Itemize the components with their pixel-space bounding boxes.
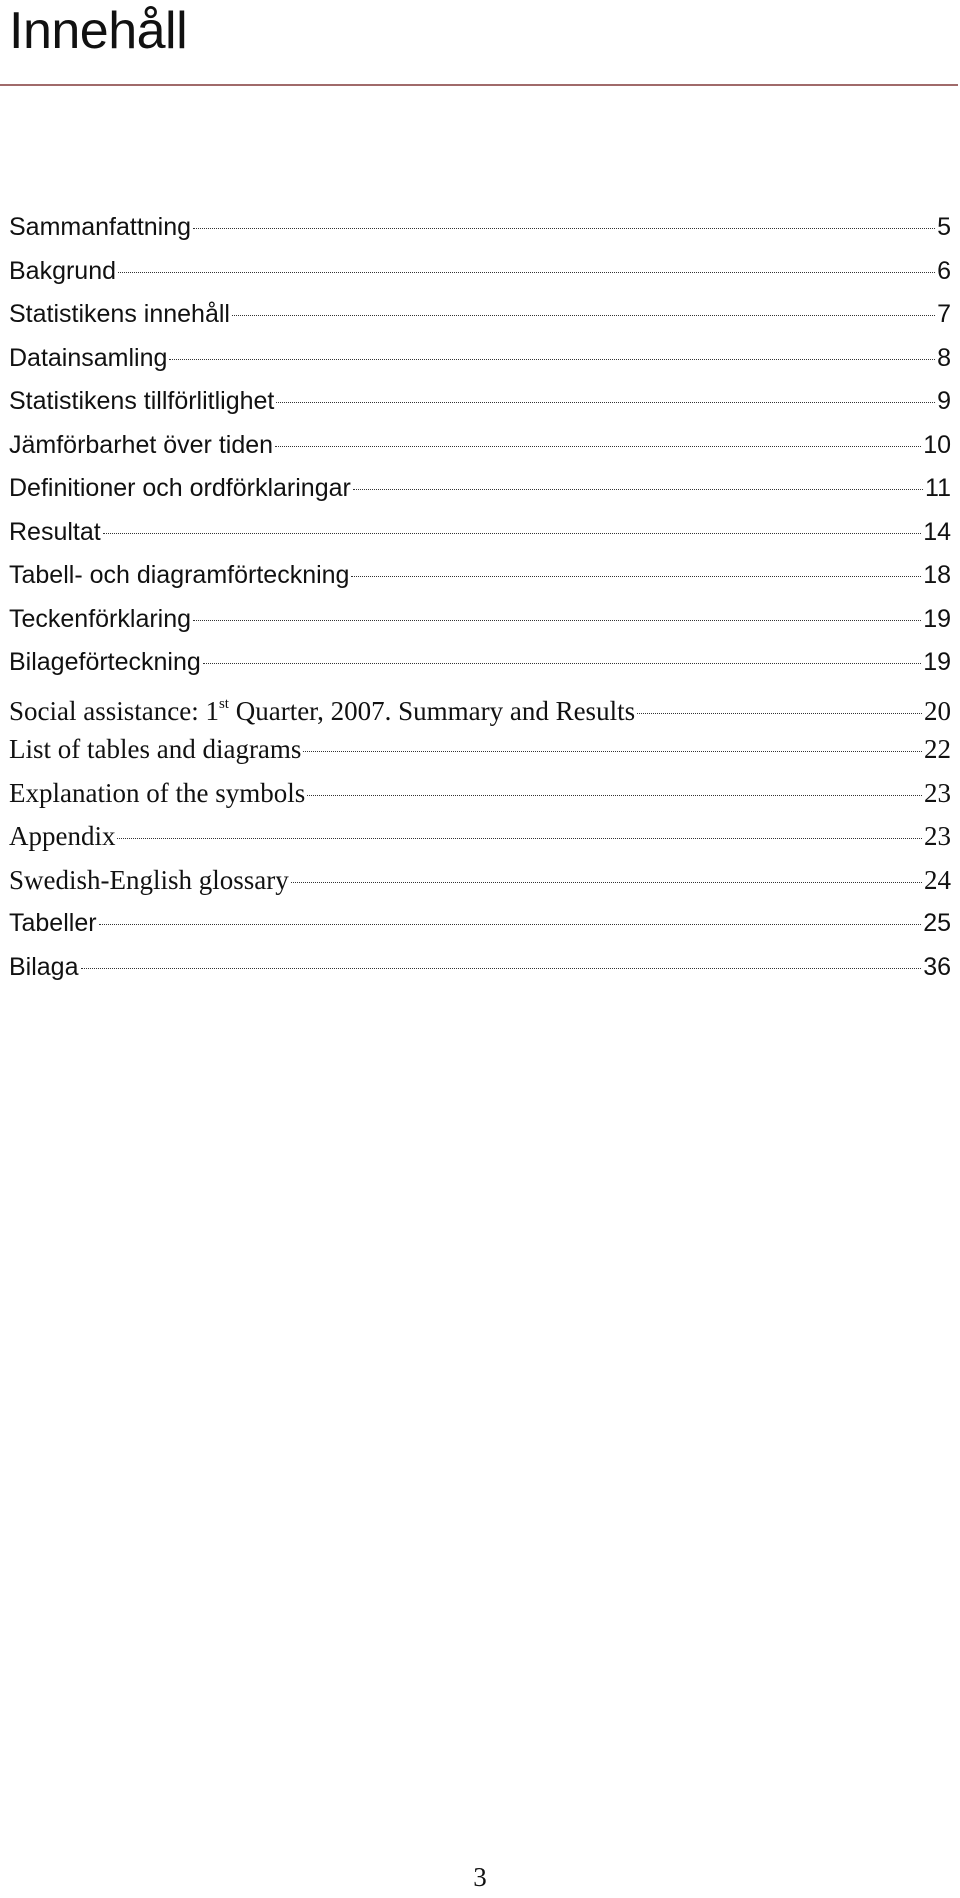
toc-entry-title: Datainsamling <box>9 343 168 372</box>
toc-entry-page: 18 <box>923 561 951 589</box>
toc-entry[interactable] <box>9 554 951 598</box>
toc-entry-page: 24 <box>924 864 951 895</box>
dot-leader <box>351 576 921 577</box>
toc-entry-title: Tabeller <box>9 909 97 937</box>
dot-leader <box>276 402 935 403</box>
dot-leader <box>103 533 921 534</box>
heading-divider <box>0 84 958 86</box>
toc-entry[interactable] <box>9 685 951 729</box>
toc-entry-title: Teckenförklaring <box>9 604 192 633</box>
toc-entry[interactable] <box>9 293 951 337</box>
page-number: 3 <box>473 1862 487 1892</box>
toc-entry-title: Bilageförteckning <box>9 648 201 676</box>
toc-entry-page: 22 <box>924 734 951 764</box>
toc-entry[interactable] <box>9 902 951 946</box>
toc-entry-title: Jämförbarhet över tiden <box>9 430 274 459</box>
toc-entry[interactable] <box>9 467 951 511</box>
toc-entry-title: Appendix <box>9 821 116 851</box>
toc-entry-title: List of tables and diagrams <box>9 734 302 764</box>
toc-entry-title: Definitioner och ordförklaringar <box>9 474 351 502</box>
toc-entry-page: 36 <box>923 952 951 981</box>
dot-leader <box>203 663 921 664</box>
toc-entry-page: 8 <box>937 343 951 372</box>
toc-entry-title: Resultat <box>9 517 101 546</box>
toc-entry-page: 14 <box>923 517 951 546</box>
dot-leader <box>193 228 935 229</box>
dot-leader <box>303 751 922 752</box>
toc-entry-page: 20 <box>924 695 951 726</box>
dot-leader <box>118 272 935 273</box>
toc-entry-title: Sammanfattning <box>9 213 192 241</box>
toc-entry[interactable] <box>9 728 951 772</box>
dot-leader <box>99 924 922 925</box>
dot-leader <box>275 446 921 447</box>
toc-entry[interactable] <box>9 424 951 468</box>
toc-entry[interactable] <box>9 337 951 381</box>
dot-leader <box>232 315 935 316</box>
ordinal-superscript: st <box>218 695 229 712</box>
page-title: Innehåll <box>9 2 188 60</box>
toc-entry-page: 19 <box>923 604 951 633</box>
table-of-contents <box>9 206 951 989</box>
toc-entry-title: Statistikens innehåll <box>9 300 230 328</box>
toc-entry[interactable] <box>9 206 951 250</box>
toc-entry-page: 9 <box>937 387 951 415</box>
toc-entry-page: 7 <box>937 300 951 328</box>
toc-entry[interactable] <box>9 598 951 642</box>
toc-entry-title: Swedish-English glossary <box>9 864 289 895</box>
toc-entry-title: Explanation of the symbols <box>9 777 306 808</box>
toc-entry[interactable] <box>9 859 951 903</box>
toc-entry-page: 19 <box>923 648 951 676</box>
dot-leader <box>307 795 922 796</box>
dot-leader <box>353 489 923 490</box>
toc-entry-page: 23 <box>924 821 951 851</box>
toc-entry-title: Statistikens tillförlitlighet <box>9 387 275 415</box>
toc-entry-page: 23 <box>924 777 951 808</box>
dot-leader <box>169 359 935 360</box>
toc-entry-page: 25 <box>923 909 951 937</box>
dot-leader <box>637 713 922 714</box>
toc-entry-title: Tabell- och diagramförteckning <box>9 561 350 589</box>
toc-entry-page: 6 <box>937 256 951 285</box>
toc-entry[interactable] <box>9 380 951 424</box>
toc-entry[interactable] <box>9 641 951 685</box>
toc-entry[interactable] <box>9 815 951 859</box>
toc-entry[interactable] <box>9 250 951 294</box>
toc-entry-title: Bilaga <box>9 952 79 981</box>
dot-leader <box>193 620 921 621</box>
toc-entry-title: Bakgrund <box>9 256 117 285</box>
dot-leader <box>81 968 922 969</box>
toc-entry[interactable] <box>9 511 951 555</box>
toc-entry[interactable] <box>9 946 951 990</box>
toc-entry[interactable] <box>9 772 951 816</box>
toc-entry-page: 11 <box>925 474 951 502</box>
dot-leader <box>117 838 922 839</box>
dot-leader <box>291 882 922 883</box>
toc-entry-page: 10 <box>923 430 951 459</box>
toc-entry-page: 5 <box>937 213 951 241</box>
toc-entry-title: Social assistance: 1st Quarter, 2007. Summary and Results <box>9 695 636 726</box>
